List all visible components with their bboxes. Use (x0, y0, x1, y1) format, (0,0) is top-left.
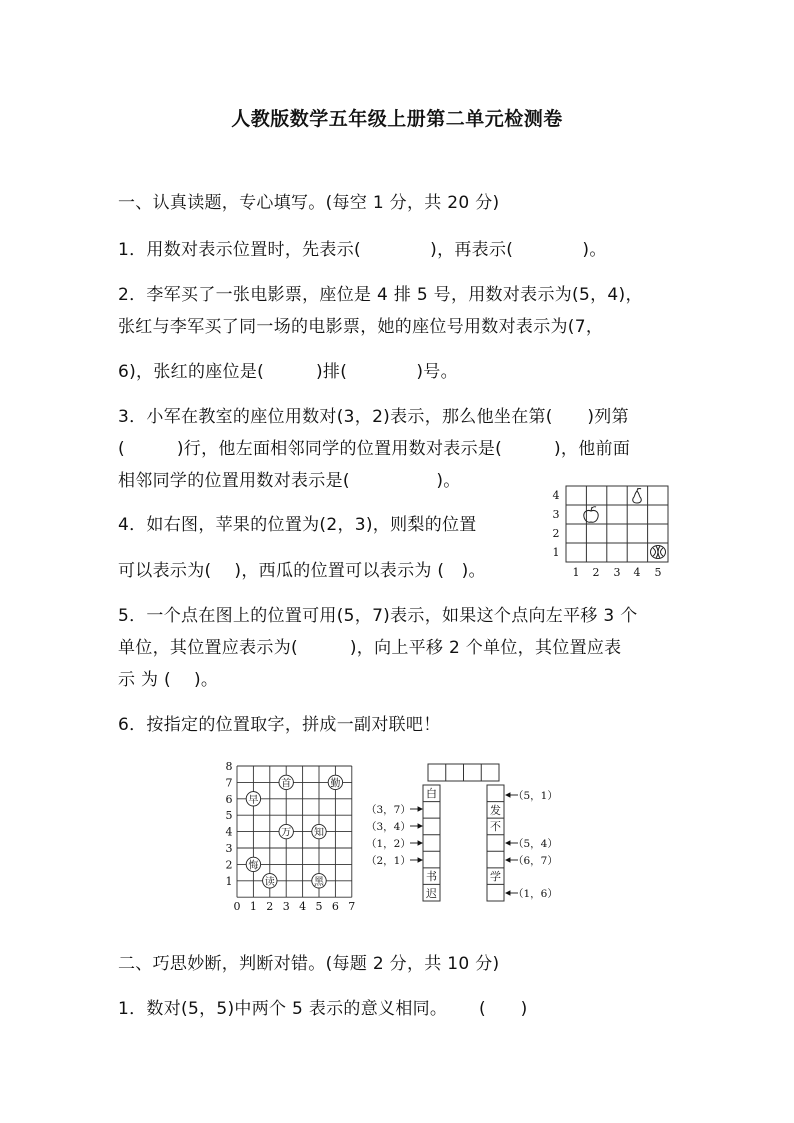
couplet-left-label: （3，4） (366, 821, 411, 833)
char-grid-point-char: 黑 (314, 876, 324, 888)
char-grid-x-label: 2 (266, 900, 274, 912)
question-1-6: 6．按指定的位置取字，拼成一副对联吧！ (118, 715, 441, 735)
question-1-3-line3: 相邻同学的位置用数对表示是( )。 (118, 471, 461, 491)
char-grid-point (279, 824, 293, 838)
char-grid-point-char: 勤 (330, 778, 341, 790)
char-grid-point-char: 悔 (248, 860, 259, 872)
fruit-grid-y-label: 4 (552, 489, 560, 502)
couplet-left-char: 书 (426, 870, 437, 883)
pear-icon (633, 488, 641, 503)
fruit-grid-figure (548, 480, 678, 580)
question-1-4-line1: 4．如右图，苹果的位置为(2，3)，则梨的位置 (118, 515, 477, 535)
char-grid-y-label: 6 (225, 792, 233, 806)
fruit-grid-y-label: 3 (552, 508, 560, 521)
couplet-left-label: （2，1） (366, 855, 411, 867)
char-grid-point (328, 775, 342, 789)
question-2-1: 1．数对(5，5)中两个 5 表示的意义相同。 ( ) (118, 999, 528, 1019)
char-grid-x-label: 7 (348, 900, 356, 912)
page-title: 人教版数学五年级上册第二单元检测卷 (231, 108, 563, 130)
couplet-right-label: （5，4） (513, 838, 558, 850)
question-1-3-line2: ( )行，他左面相邻同学的位置用数对表示是( )，他前面 (118, 439, 631, 459)
question-1-4-line2: 可以表示为( )，西瓜的位置可以表示为 ( )。 (118, 561, 486, 581)
watermelon-icon (651, 546, 666, 559)
fruit-grid-x-label: 1 (572, 566, 580, 579)
couplet-left-char: 白 (426, 787, 437, 800)
couplet-right-label: （1，6） (513, 888, 558, 900)
couplet-right-char: 不 (490, 820, 501, 833)
fruit-grid-y-label: 1 (552, 546, 560, 559)
question-1-2-line2: 张红与李军买了同一场的电影票，她的座位号用数对表示为(7， (118, 317, 604, 337)
couplet-left-char: 迟 (426, 887, 437, 900)
char-grid-point-char: 早 (248, 794, 259, 806)
question-1-2-line3: 6)，张红的座位是( )排( )号。 (118, 362, 458, 382)
char-grid-x-label: 4 (299, 900, 307, 912)
couplet-right-char: 学 (490, 870, 501, 883)
question-1-3-line1: 3．小军在教室的座位用数对(3，2)表示，那么他坐在第( )列第 (118, 407, 629, 427)
char-grid-x-label: 0 (233, 900, 241, 912)
char-grid-point-char: 知 (314, 827, 324, 839)
fruit-grid-x-label: 5 (654, 566, 662, 579)
char-grid-point (312, 824, 326, 838)
fruit-grid-y-label: 2 (552, 527, 560, 540)
couplet-left-label: （3，7） (366, 804, 411, 816)
question-1-1: 1．用数对表示位置时，先表示( )，再表示( )。 (118, 240, 607, 260)
char-grid-y-label: 5 (225, 809, 233, 823)
char-grid-x-label: 1 (249, 900, 257, 912)
char-grid-point (246, 857, 260, 871)
char-grid-y-label: 3 (225, 842, 233, 855)
char-grid-point (246, 792, 260, 806)
char-grid-x-label: 6 (331, 900, 339, 912)
char-grid-point-char: 读 (264, 876, 275, 888)
char-grid-y-label: 7 (225, 776, 233, 790)
question-1-2-line1: 2．李军买了一张电影票，座位是 4 排 5 号，用数对表示为(5，4)， (118, 285, 643, 305)
couplet-figure (366, 758, 566, 908)
couplet-left-label: （1，2） (366, 838, 411, 850)
question-1-5-line1: 5．一个点在图上的位置可用(5，7)表示，如果这个点向左平移 3 个 (118, 606, 638, 626)
char-grid-point-char: 首 (281, 778, 292, 790)
char-grid-point (312, 874, 326, 888)
couplet-right-char: 发 (490, 804, 501, 817)
section1-heading: 一、认真读题，专心填写。(每空 1 分，共 20 分) (118, 193, 500, 213)
char-grid-y-label: 2 (225, 858, 233, 872)
fruit-grid-x-label: 2 (592, 566, 600, 579)
character-grid-figure (218, 758, 368, 912)
char-grid-point-char: 万 (281, 827, 292, 839)
question-1-5-line3: 示 为 ( )。 (118, 670, 219, 690)
couplet-right-label: （5，1） (513, 790, 558, 802)
fruit-grid-x-label: 4 (633, 566, 641, 579)
section2-heading: 二、巧思妙断，判断对错。(每题 2 分，共 10 分) (118, 954, 500, 974)
char-grid-y-label: 4 (225, 825, 233, 839)
fruit-grid-lines (566, 486, 668, 562)
char-grid-x-label: 5 (315, 900, 323, 912)
question-1-5-line2: 单位，其位置应表示为( )，向上平移 2 个单位，其位置应表 (118, 638, 622, 658)
couplet-right-label: （6，7） (513, 855, 558, 867)
char-grid-y-label: 8 (225, 760, 233, 773)
fruit-grid-x-label: 3 (613, 566, 621, 579)
char-grid-point (263, 874, 277, 888)
char-grid-y-label: 1 (225, 874, 233, 888)
char-grid-point (279, 775, 293, 789)
char-grid-x-label: 3 (282, 900, 290, 912)
